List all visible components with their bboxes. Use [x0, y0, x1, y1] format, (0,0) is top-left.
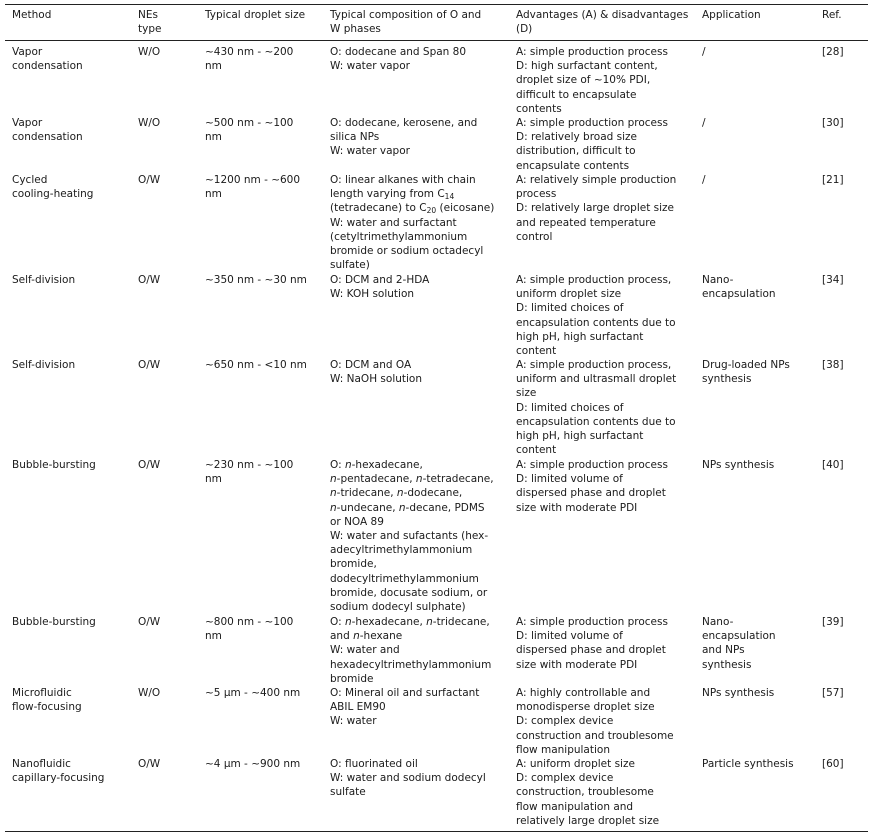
cell-application-line: and NPs — [702, 644, 745, 657]
cell-application-line: synthesis — [702, 373, 752, 386]
cell-application — [702, 757, 794, 771]
cell-nes-type-line: O/W — [138, 359, 161, 371]
cell-advantages-line: D: limited volume of — [516, 630, 623, 643]
cell-advantages — [516, 615, 668, 672]
cell-composition-line: and n-hexane — [330, 630, 403, 643]
cell-composition-line: O: linear alkanes with chain — [330, 174, 476, 186]
cell-ref-line: [34] — [822, 274, 844, 286]
cell-composition-line: n-tridecane, n-dodecane, — [330, 487, 463, 500]
cell-nes-type — [138, 458, 160, 472]
cell-method — [12, 45, 83, 73]
cell-composition-line: O: DCM and 2-HDA — [330, 274, 430, 286]
cell-droplet-size-line: nm — [205, 630, 222, 643]
cell-droplet-size — [205, 458, 293, 486]
cell-composition-line: O: DCM and OA — [330, 359, 412, 371]
cell-advantages-line: D: relatively broad size — [516, 131, 638, 144]
cell-composition-line: O: Mineral oil and surfactant — [330, 687, 480, 699]
table-header-rule — [5, 40, 868, 41]
cell-method-line: Bubble-bursting — [12, 616, 96, 628]
header-nes-type-line: type — [138, 23, 162, 36]
cell-method-line: condensation — [12, 60, 83, 73]
cell-method — [12, 273, 75, 287]
cell-advantages-line: D: complex device — [516, 715, 614, 728]
cell-advantages — [516, 757, 659, 828]
cell-advantages-line: high pH, high surfactant — [516, 430, 644, 443]
cell-method — [12, 458, 96, 472]
cell-ref-line: [57] — [822, 687, 844, 699]
cell-nes-type-line: O/W — [138, 758, 161, 770]
cell-advantages-line: size — [516, 387, 537, 400]
cell-nes-type — [138, 358, 160, 372]
cell-advantages-line: control — [516, 230, 553, 243]
cell-droplet-size-line: nm — [205, 473, 222, 486]
cell-advantages-line: contents — [516, 102, 562, 115]
cell-ref — [822, 358, 844, 372]
header-ref — [822, 8, 842, 22]
cell-advantages-line: D: limited choices of — [516, 401, 624, 414]
cell-advantages-line: D: complex device — [516, 772, 614, 785]
header-droplet-size — [205, 8, 305, 22]
cell-composition-line: O: dodecane and Span 80 — [330, 46, 467, 58]
cell-advantages-line: A: simple production process, — [516, 359, 672, 371]
cell-droplet-size-line: ~500 nm - ~100 — [205, 117, 294, 129]
cell-method-line: Microfluidic — [12, 687, 72, 699]
cell-composition-line: W: water and sufactants (hex- — [330, 530, 489, 543]
cell-advantages-line: content — [516, 345, 557, 358]
cell-advantages-line: D: limited volume of — [516, 473, 623, 486]
cell-droplet-size — [205, 615, 293, 643]
cell-advantages-line: A: simple production process, — [516, 274, 672, 286]
cell-composition-line: (cetyltrimethylammonium — [330, 230, 468, 243]
cell-ref — [822, 615, 844, 629]
cell-advantages — [516, 116, 668, 173]
cell-advantages-line: uniform droplet size — [516, 288, 622, 301]
cell-ref — [822, 686, 844, 700]
cell-droplet-size-line: ~230 nm - ~100 — [205, 459, 294, 471]
cell-droplet-size — [205, 116, 293, 144]
cell-method-line: condensation — [12, 131, 83, 144]
cell-application-line: NPs synthesis — [702, 687, 775, 699]
header-advantages — [516, 8, 688, 36]
cell-droplet-size-line: nm — [205, 188, 222, 201]
cell-composition-line: W: water vapor — [330, 60, 410, 73]
cell-droplet-size-line: nm — [205, 131, 222, 144]
cell-nes-type — [138, 273, 160, 287]
cell-application-line: / — [702, 174, 706, 186]
cell-application — [702, 116, 706, 130]
cell-droplet-size — [205, 686, 300, 700]
cell-advantages-line: encapsulate contents — [516, 159, 630, 172]
cell-ref — [822, 45, 844, 59]
cell-composition — [330, 615, 491, 686]
cell-advantages — [516, 173, 676, 244]
cell-method-line: Nanofluidic — [12, 758, 71, 770]
cell-advantages-line: encapsulation contents due to — [516, 316, 676, 329]
cell-advantages-line: construction, troublesome — [516, 786, 654, 799]
header-method-line: Method — [12, 9, 52, 21]
cell-composition — [330, 273, 429, 301]
cell-ref — [822, 757, 844, 771]
cell-droplet-size — [205, 757, 300, 771]
cell-advantages — [516, 686, 674, 757]
header-nes-type — [138, 8, 161, 36]
header-advantages-line: (D) — [516, 23, 533, 36]
cell-application — [702, 458, 774, 472]
cell-nes-type — [138, 615, 160, 629]
cell-application — [702, 358, 790, 386]
cell-method — [12, 116, 83, 144]
cell-composition-line: sulfate) — [330, 259, 370, 272]
cell-composition-line: O: fluorinated oil — [330, 758, 418, 770]
cell-application-line: / — [702, 46, 706, 58]
cell-method-line: Self-division — [12, 274, 76, 286]
cell-advantages-line: D: relatively large droplet size — [516, 202, 675, 215]
cell-method-line: Bubble-bursting — [12, 459, 96, 471]
cell-advantages-line: D: high surfactant content, — [516, 60, 658, 73]
cell-advantages-line: size with moderate PDI — [516, 501, 638, 514]
cell-application-line: synthesis — [702, 658, 752, 671]
cell-advantages-line: flow manipulation and — [516, 800, 634, 813]
cell-advantages-line: and repeated temperature — [516, 216, 656, 229]
cell-advantages-line: content — [516, 444, 557, 457]
header-application-line: Application — [702, 9, 761, 21]
cell-nes-type — [138, 116, 160, 130]
cell-advantages-line: high pH, high surfactant — [516, 330, 644, 343]
cell-droplet-size-line: ~4 μm - ~900 nm — [205, 758, 301, 770]
cell-droplet-size-line: ~430 nm - ~200 — [205, 46, 294, 58]
cell-composition — [330, 358, 422, 386]
cell-composition — [330, 173, 494, 272]
cell-application-line: / — [702, 117, 706, 129]
cell-composition-line: O: dodecane, kerosene, and — [330, 117, 478, 129]
cell-ref-line: [28] — [822, 46, 844, 58]
cell-method-line: Vapor — [12, 46, 43, 58]
cell-advantages-line: size with moderate PDI — [516, 658, 638, 671]
cell-composition-line: hexadecyltrimethylammonium — [330, 658, 492, 671]
cell-advantages-line: dispersed phase and droplet — [516, 644, 666, 657]
cell-composition-line: silica NPs — [330, 131, 380, 144]
cell-application-line: encapsulation — [702, 630, 776, 643]
cell-method — [12, 757, 104, 785]
cell-droplet-size-line: ~650 nm - <10 nm — [205, 359, 307, 371]
cell-advantages-line: D: limited choices of — [516, 302, 624, 315]
cell-method-line: flow-focusing — [12, 701, 82, 714]
cell-advantages-line: A: simple production process — [516, 117, 668, 129]
cell-composition-line: n-undecane, n-decane, PDMS — [330, 501, 485, 514]
cell-composition-line: W: water and sodium dodecyl — [330, 772, 486, 785]
cell-method-line: capillary-focusing — [12, 772, 105, 785]
cell-method-line: Vapor — [12, 117, 43, 129]
cell-application — [702, 615, 776, 672]
cell-ref — [822, 458, 844, 472]
cell-advantages-line: uniform and ultrasmall droplet — [516, 373, 677, 386]
cell-droplet-size-line: ~350 nm - ~30 nm — [205, 274, 307, 286]
cell-nes-type-line: W/O — [138, 687, 161, 699]
cell-composition-line: bromide or sodium octadecyl — [330, 245, 484, 258]
cell-advantages — [516, 45, 668, 116]
cell-composition-line: dodecyltrimethylammonium — [330, 572, 479, 585]
cell-droplet-size — [205, 173, 300, 201]
table-bottom-rule — [5, 831, 868, 832]
header-advantages-line: Advantages (A) & disadvantages — [516, 9, 689, 21]
cell-droplet-size — [205, 273, 307, 287]
cell-application-line: Drug-loaded NPs — [702, 359, 790, 371]
cell-droplet-size-line: ~5 μm - ~400 nm — [205, 687, 301, 699]
cell-composition-line: n-pentadecane, n-tetradecane, — [330, 473, 494, 486]
header-composition-line: Typical composition of O and — [330, 9, 482, 21]
header-composition — [330, 8, 481, 36]
cell-composition — [330, 458, 494, 614]
cell-ref-line: [40] — [822, 459, 844, 471]
cell-advantages-line: A: relatively simple production — [516, 174, 677, 186]
cell-advantages-line: droplet size of ~10% PDI, — [516, 74, 651, 87]
cell-composition-line: W: water — [330, 715, 377, 728]
cell-application — [702, 45, 706, 59]
cell-composition-line: sulfate — [330, 786, 366, 799]
header-composition-line: W phases — [330, 23, 381, 36]
cell-droplet-size — [205, 45, 293, 73]
cell-droplet-size-line: nm — [205, 60, 222, 73]
cell-method — [12, 173, 93, 201]
cell-application-line: Nano- — [702, 274, 734, 286]
cell-composition-line: sodium dodecyl sulphate) — [330, 601, 466, 614]
cell-droplet-size-line: ~800 nm - ~100 — [205, 616, 294, 628]
cell-advantages-line: A: highly controllable and — [516, 687, 651, 699]
cell-composition-line: W: water vapor — [330, 145, 410, 158]
cell-advantages-line: encapsulation contents due to — [516, 415, 676, 428]
cell-composition-line: O: n-hexadecane, — [330, 459, 423, 471]
cell-composition — [330, 686, 479, 729]
cell-nes-type — [138, 757, 160, 771]
cell-method — [12, 358, 75, 372]
cell-droplet-size-line: ~1200 nm - ~600 — [205, 174, 301, 186]
cell-advantages-line: distribution, difficult to — [516, 145, 636, 158]
cell-advantages-line: construction and troublesome — [516, 729, 674, 742]
cell-nes-type-line: O/W — [138, 274, 161, 286]
cell-composition-line: length varying from $C_{14}$ — [330, 188, 455, 202]
cell-nes-type — [138, 45, 160, 59]
cell-application-line: Particle synthesis — [702, 758, 794, 770]
cell-composition — [330, 45, 466, 73]
cell-nes-type-line: W/O — [138, 46, 161, 58]
cell-advantages-line: A: simple production process — [516, 616, 668, 628]
cell-ref — [822, 173, 844, 187]
cell-composition-line: ABIL EM90 — [330, 701, 386, 714]
cell-composition — [330, 757, 486, 800]
cell-method-line: Cycled — [12, 174, 48, 186]
header-nes-type-line: NEs — [138, 9, 158, 21]
cell-advantages-line: relatively large droplet size — [516, 814, 660, 827]
cell-composition-line: W: KOH solution — [330, 288, 415, 301]
cell-advantages-line: dispersed phase and droplet — [516, 487, 666, 500]
cell-method-line: Self-division — [12, 359, 76, 371]
cell-application-line: Nano- — [702, 616, 734, 628]
cell-application — [702, 173, 706, 187]
header-application — [702, 8, 761, 22]
cell-nes-type-line: W/O — [138, 117, 161, 129]
cell-droplet-size — [205, 358, 307, 372]
cell-advantages-line: A: simple production process — [516, 459, 668, 471]
cell-composition-line: O: n-hexadecane, n-tridecane, — [330, 616, 490, 628]
cell-composition — [330, 116, 477, 159]
table-top-rule — [5, 4, 868, 5]
cell-advantages-line: difficult to encapsulate — [516, 88, 637, 101]
cell-advantages-line: process — [516, 188, 557, 201]
header-ref-line: Ref. — [822, 9, 842, 21]
cell-composition-line: bromide, — [330, 558, 377, 571]
cell-composition-line: (tetradecane) to $C_{20}$ (eicosane) — [330, 202, 495, 216]
cell-ref-line: [38] — [822, 359, 844, 371]
cell-composition-line: W: water and — [330, 644, 400, 657]
cell-ref-line: [39] — [822, 616, 844, 628]
cell-nes-type — [138, 173, 160, 187]
cell-ref-line: [30] — [822, 117, 844, 129]
cell-composition-line: bromide, docusate sodium, or — [330, 586, 488, 599]
cell-advantages-line: A: uniform droplet size — [516, 758, 635, 770]
cell-method-line: cooling-heating — [12, 188, 94, 201]
cell-nes-type-line: O/W — [138, 174, 161, 186]
cell-composition-line: or NOA 89 — [330, 515, 384, 528]
cell-ref-line: [60] — [822, 758, 844, 770]
cell-advantages-line: A: simple production process — [516, 46, 668, 58]
cell-method — [12, 686, 82, 714]
cell-ref-line: [21] — [822, 174, 844, 186]
cell-composition-line: adecyltrimethylammonium — [330, 544, 473, 557]
cell-ref — [822, 273, 844, 287]
cell-advantages-line: flow manipulation — [516, 743, 610, 756]
cell-application — [702, 686, 774, 700]
cell-advantages — [516, 458, 668, 515]
cell-application — [702, 273, 776, 301]
cell-nes-type-line: O/W — [138, 616, 161, 628]
cell-composition-line: W: NaOH solution — [330, 373, 423, 386]
cell-advantages — [516, 358, 676, 457]
cell-application-line: NPs synthesis — [702, 459, 775, 471]
cell-composition-line: bromide — [330, 672, 374, 685]
cell-advantages — [516, 273, 676, 358]
header-method — [12, 8, 51, 22]
cell-nes-type-line: O/W — [138, 459, 161, 471]
cell-composition-line: W: water and surfactant — [330, 216, 457, 229]
cell-ref — [822, 116, 844, 130]
cell-advantages-line: monodisperse droplet size — [516, 701, 655, 714]
header-droplet-size-line: Typical droplet size — [205, 9, 306, 21]
cell-application-line: encapsulation — [702, 288, 776, 301]
cell-nes-type — [138, 686, 160, 700]
cell-method — [12, 615, 96, 629]
